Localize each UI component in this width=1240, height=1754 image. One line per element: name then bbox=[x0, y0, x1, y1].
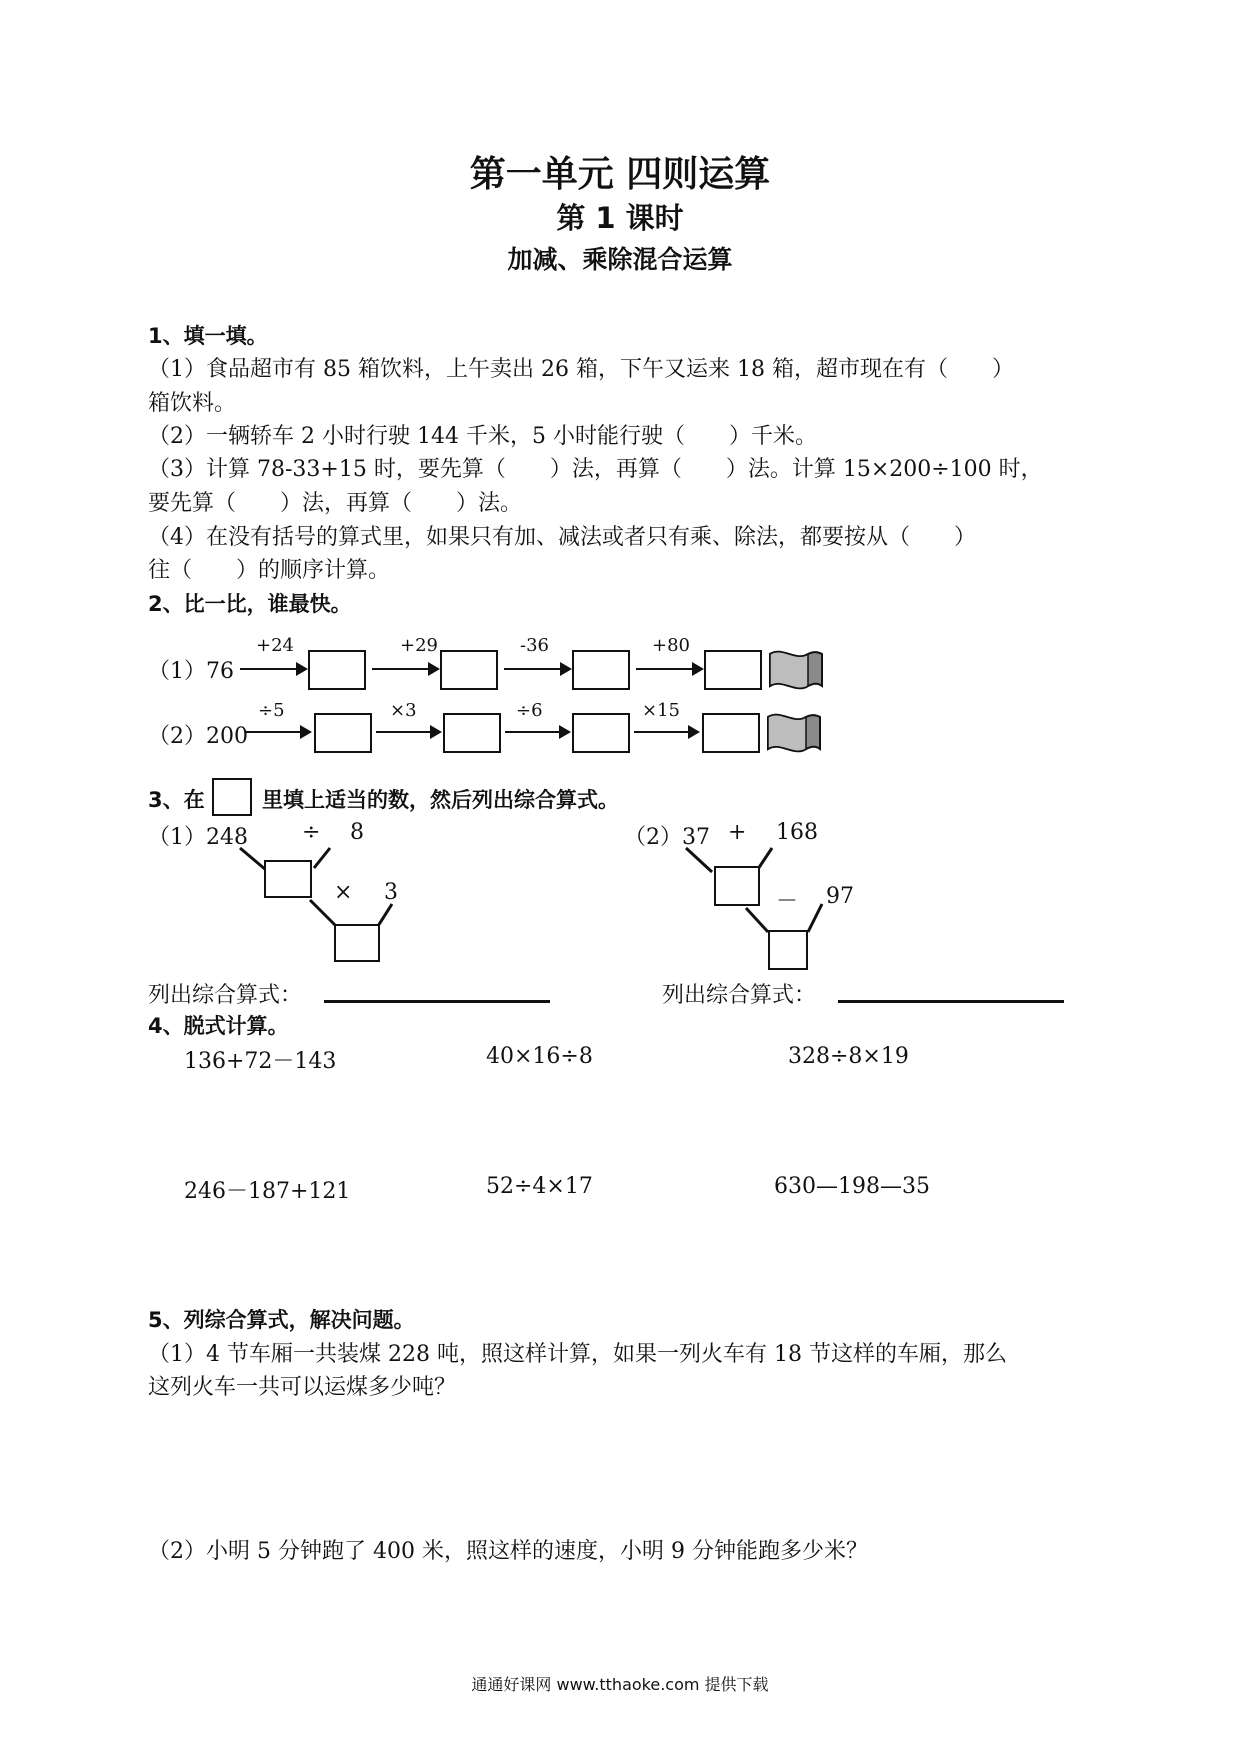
tree-2-op1: + bbox=[728, 820, 747, 845]
q2-line: （2）小明 5 分钟跑了 400 米，照这样的速度，小明 9 分钟能跑多少米？ bbox=[148, 1539, 868, 1564]
calc-item: 136+72－143 bbox=[184, 1049, 337, 1074]
chain-2-op: ÷6 bbox=[516, 700, 543, 721]
tree-2-n1: 168 bbox=[776, 820, 818, 845]
q1-line: 这列火车一共可以运煤多少吨？ bbox=[148, 1375, 457, 1400]
calc-item: 246－187+121 bbox=[184, 1179, 351, 1204]
tree-1-op1: ÷ bbox=[302, 820, 321, 845]
chain-1-op: +29 bbox=[400, 635, 438, 656]
s1-line: （2）一辆轿车 2 小时行驶 144 千米，5 小时能行驶（ ）千米。 bbox=[148, 424, 817, 449]
tree-2-label: （2）37 bbox=[624, 825, 710, 850]
footer-credit: 通通好课网 www.tthaoke.com 提供下载 bbox=[471, 1675, 769, 1694]
answer-line[interactable] bbox=[324, 1000, 550, 1003]
tree-2-op2: － bbox=[776, 889, 799, 914]
s1-line: （4）在没有括号的算式里，如果只有加、减法或者只有乘、除法，都要按从（ ） bbox=[148, 525, 976, 550]
s1-line: （1）食品超市有 85 箱饮料，上午卖出 26 箱，下午又运来 18 箱，超市现在有（ ） bbox=[148, 357, 1014, 382]
s1-line: 要先算（ ）法，再算（ ）法。 bbox=[148, 491, 523, 516]
chain-1-op: +80 bbox=[652, 635, 690, 656]
answer-label: 列出综合算式： bbox=[148, 983, 303, 1008]
section-3-heading-post: 里填上适当的数，然后列出综合算式。 bbox=[262, 788, 619, 812]
chain-1-op: +24 bbox=[256, 635, 294, 656]
s1-line: 箱饮料。 bbox=[148, 391, 237, 416]
chain-2-op: ÷5 bbox=[258, 700, 285, 721]
topic-title: 加减、乘除混合运算 bbox=[507, 245, 733, 274]
s1-line: 往（ ）的顺序计算。 bbox=[148, 558, 391, 583]
answer-label: 列出综合算式： bbox=[662, 983, 817, 1008]
section-5-heading: 5、列综合算式，解决问题。 bbox=[148, 1308, 415, 1332]
section-2-heading: 2、比一比，谁最快。 bbox=[148, 592, 352, 616]
lesson-title: 第 1 课时 bbox=[556, 201, 684, 235]
tree-1-op2: × bbox=[334, 880, 353, 905]
q1-line: （1）4 节车厢一共装煤 228 吨，照这样计算，如果一列火车有 18 节这样的车厢，那么 bbox=[148, 1342, 1007, 1367]
tree-answer-box[interactable] bbox=[768, 930, 808, 970]
calc-item: 328÷8×19 bbox=[788, 1044, 909, 1069]
calc-item: 52÷4×17 bbox=[486, 1174, 593, 1199]
calc-item: 630—198—35 bbox=[774, 1174, 930, 1199]
tree-1-label: （1）248 bbox=[148, 825, 248, 850]
section-3-heading-pre: 3、在 bbox=[148, 788, 205, 812]
answer-line[interactable] bbox=[838, 1000, 1064, 1003]
chain-1-start: （1）76 bbox=[148, 659, 234, 684]
tree-answer-box[interactable] bbox=[714, 866, 760, 906]
tree-1-n2: 3 bbox=[384, 880, 398, 905]
section-4-heading: 4、脱式计算。 bbox=[148, 1014, 289, 1038]
chain-2-start: （2）200 bbox=[148, 724, 248, 749]
s1-line: （3）计算 78-33+15 时，要先算（ ）法，再算（ ）法。计算 15×200÷100 时， bbox=[148, 457, 1043, 482]
chain-1-op: -36 bbox=[520, 635, 549, 656]
tree-answer-box[interactable] bbox=[264, 860, 312, 898]
unit-title: 第一单元 四则运算 bbox=[469, 154, 771, 195]
chain-2-op: ×3 bbox=[390, 700, 417, 721]
chain-2-op: ×15 bbox=[642, 700, 680, 721]
tree-1-n1: 8 bbox=[350, 820, 364, 845]
tree-2-n2: 97 bbox=[826, 884, 854, 909]
calc-item: 40×16÷8 bbox=[486, 1044, 593, 1069]
section-1-heading: 1、填一填。 bbox=[148, 324, 268, 348]
tree-answer-box[interactable] bbox=[334, 924, 380, 962]
